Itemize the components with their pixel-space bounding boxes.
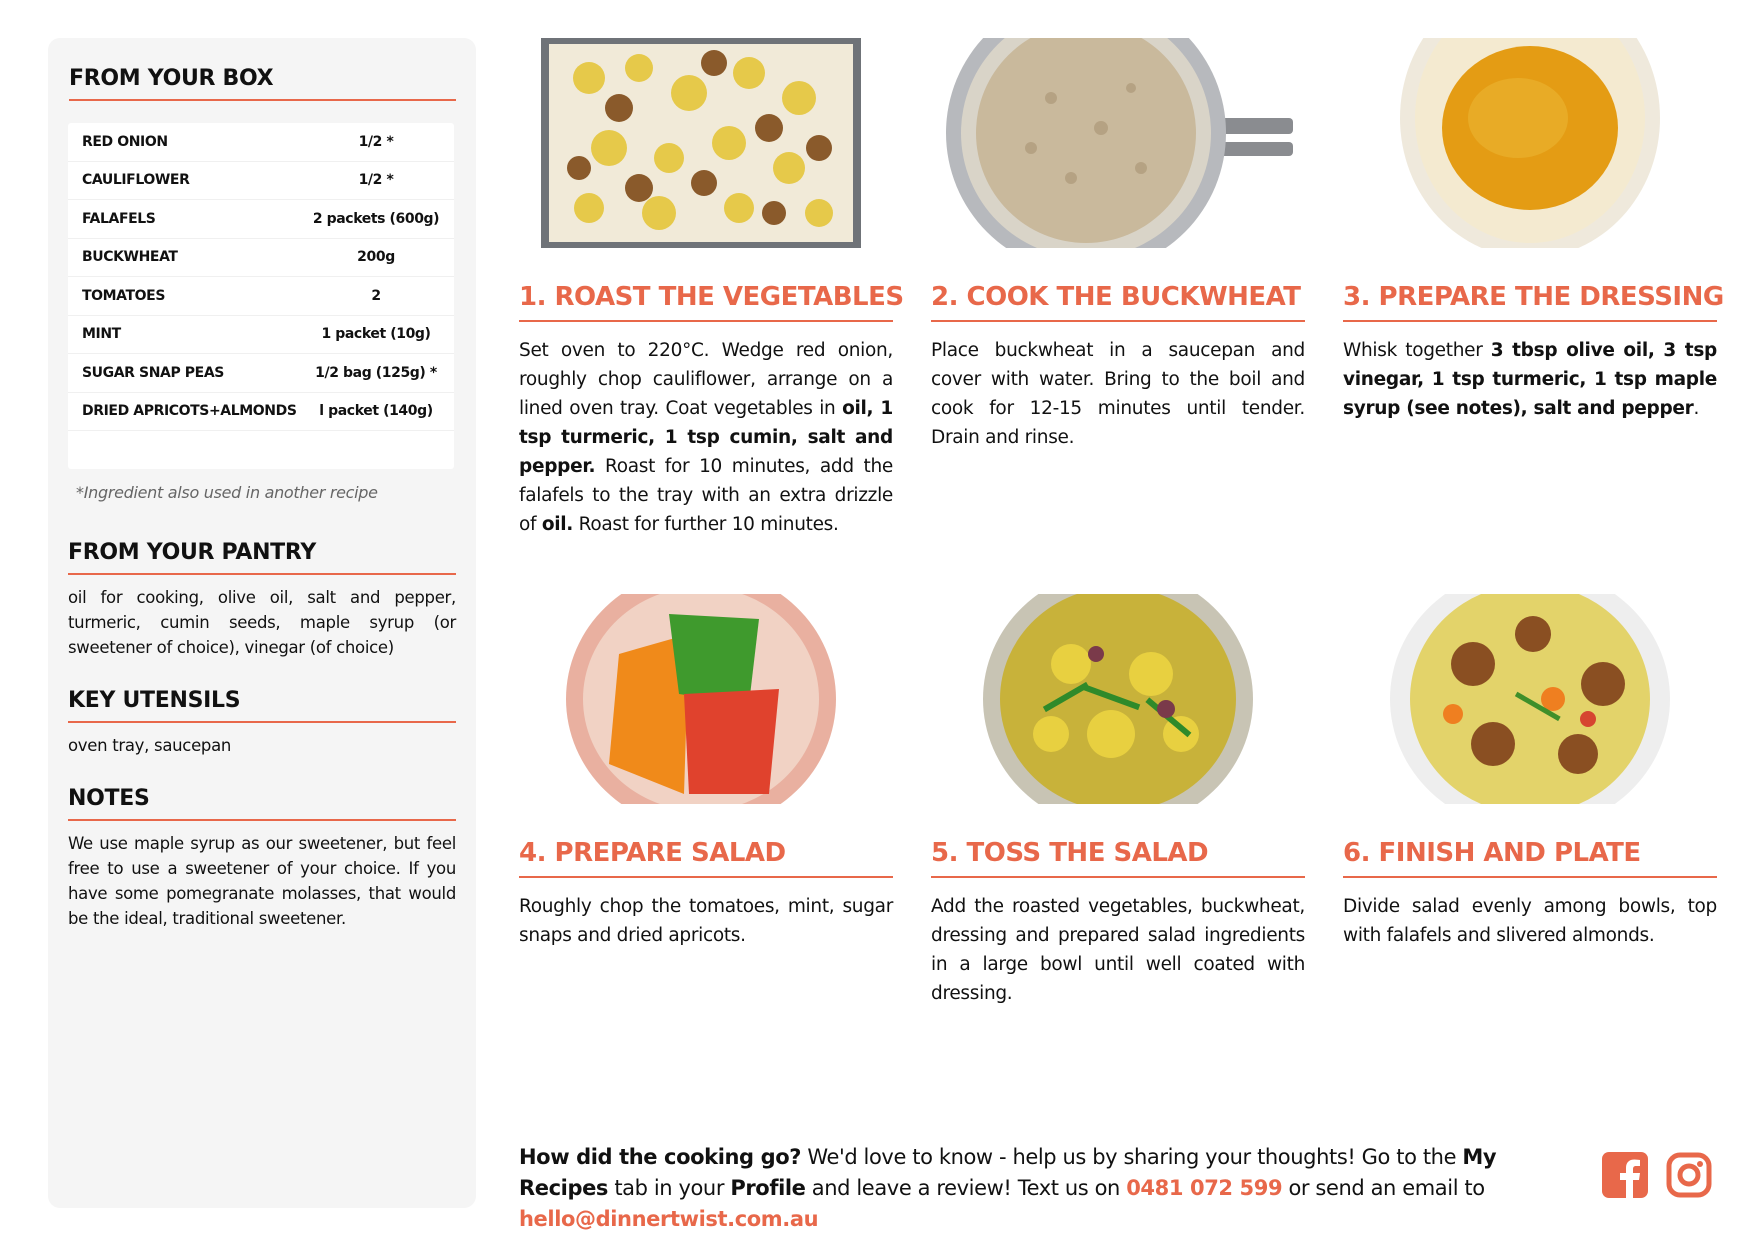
facebook-icon[interactable]	[1602, 1152, 1648, 1198]
step-1-text: Set oven to 220°C. Wedge red onion, roughly chop cauliflower, arrange on a lined oven tray. Coat vegetables in oil, 1 tsp turmeric, 1 tsp cumin, salt and pepper. Roast for 10 minutes, add the falafels to the tray with an extra drizzle of oil. Roast for further 10 minutes.	[519, 340, 894, 535]
tossed-salad-photo	[931, 594, 1305, 804]
roast-tray-photo	[519, 38, 893, 248]
ingredients-table	[68, 123, 454, 469]
step-5-text: Add the roasted vegetables, buckwheat, dressing and prepared salad ingredients in a large bowl until well coated with dressing.	[931, 896, 1305, 1004]
profile-label: Profile	[730, 1176, 806, 1200]
step-3-text: Whisk together 3 tbsp olive oil, 3 tsp vinegar, 1 tsp turmeric, 1 tsp maple syrup (see notes), salt and pepper.	[1343, 340, 1717, 419]
step-6	[1343, 594, 1717, 950]
ingredient-qty: 1/2 bag (125g) *	[315, 364, 437, 381]
ingredient-name: RED ONION	[82, 133, 168, 150]
step-5	[931, 594, 1305, 1008]
email-link[interactable]: hello@dinnertwist.com.au	[519, 1207, 819, 1231]
ingredient-qty: 2	[371, 287, 381, 304]
pantry-section	[68, 540, 456, 660]
step-2-title: 2. COOK THE BUCKWHEAT	[931, 282, 1305, 322]
step-4-text: Roughly chop the tomatoes, mint, sugar snaps and dried apricots.	[519, 896, 893, 946]
notes-text: We use maple syrup as our sweetener, but feel free to use a sweetener of your choice. If you have some pomegranate molasses, that would be the ideal, traditional sweetener.	[68, 834, 456, 928]
ingredient-qty: 200g	[357, 249, 395, 266]
ingredient-name: CAULIFLOWER	[82, 172, 190, 189]
step-2	[931, 38, 1305, 452]
ingredient-row	[68, 123, 454, 162]
ingredient-name: SUGAR SNAP PEAS	[82, 364, 224, 381]
step-1-title: 1. ROAST THE VEGETABLES	[519, 282, 893, 322]
ingredient-name: TOMATOES	[82, 287, 166, 304]
ingredient-row	[68, 316, 454, 355]
ingredient-qty: 1/2 *	[358, 133, 394, 150]
plated-salad-photo	[1343, 594, 1717, 804]
ingredient-qty: 1 packet (10g)	[321, 326, 431, 343]
pantry-text: oil for cooking, olive oil, salt and pepper, turmeric, cumin seeds, maple syrup (or sweetener of choice), vinegar (of choice)	[68, 588, 456, 657]
step-4-title: 4. PREPARE SALAD	[519, 838, 893, 878]
pantry-title: FROM YOUR PANTRY	[68, 540, 456, 575]
ingredient-row	[68, 239, 454, 278]
step-6-title: 6. FINISH AND PLATE	[1343, 838, 1717, 878]
instagram-icon[interactable]	[1666, 1152, 1712, 1198]
phone-link[interactable]: 0481 072 599	[1126, 1176, 1283, 1200]
step-4	[519, 594, 893, 950]
feedback-footer: How did the cooking go? We'd love to know - help us by sharing your thoughts! Go to the My Recipes tab in your Profile and leave a review! Text us on 0481 072 599 or send an email to hello@dinnertwist.com.au	[519, 1145, 1497, 1231]
ingredient-qty: l packet (140g)	[319, 403, 433, 420]
step-3-title: 3. PREPARE THE DRESSING	[1343, 282, 1717, 322]
notes-title: NOTES	[68, 786, 456, 821]
ingredients-sidebar	[48, 38, 476, 1208]
my-recipes-label: My Recipes	[519, 1145, 1497, 1200]
ingredient-row	[68, 277, 454, 316]
ingredient-row	[68, 200, 454, 239]
utensils-text: oven tray, saucepan	[68, 736, 232, 755]
step-2-text: Place buckwheat in a saucepan and cover with water. Bring to the boil and cook for 12-15 minutes until tender. Drain and rinse.	[931, 340, 1305, 448]
step-5-title: 5. TOSS THE SALAD	[931, 838, 1305, 878]
salad-prep-photo	[519, 594, 893, 804]
feedback-question: How did the cooking go?	[519, 1145, 802, 1169]
utensils-section	[68, 688, 456, 758]
utensils-title: KEY UTENSILS	[68, 688, 456, 723]
ingredient-note: *Ingredient also used in another recipe	[76, 483, 378, 502]
ingredient-name: MINT	[82, 326, 121, 343]
step-1	[519, 38, 904, 539]
from-your-box-title: FROM YOUR BOX	[69, 66, 456, 101]
ingredient-row	[68, 393, 454, 432]
ingredient-name: DRIED APRICOTS+ALMONDS	[82, 403, 297, 420]
ingredient-name: BUCKWHEAT	[82, 249, 178, 266]
ingredient-qty: 2 packets (600g)	[312, 210, 440, 227]
notes-section	[68, 786, 456, 931]
buckwheat-strainer-photo	[931, 38, 1305, 248]
ingredient-row	[68, 162, 454, 201]
step-3	[1343, 38, 1724, 423]
ingredient-qty: 1/2 *	[358, 172, 394, 189]
ingredient-name: FALAFELS	[82, 210, 156, 227]
ingredient-row	[68, 354, 454, 393]
step-6-text: Divide salad evenly among bowls, top with falafels and slivered almonds.	[1343, 896, 1717, 946]
dressing-bowl-photo	[1343, 38, 1717, 248]
